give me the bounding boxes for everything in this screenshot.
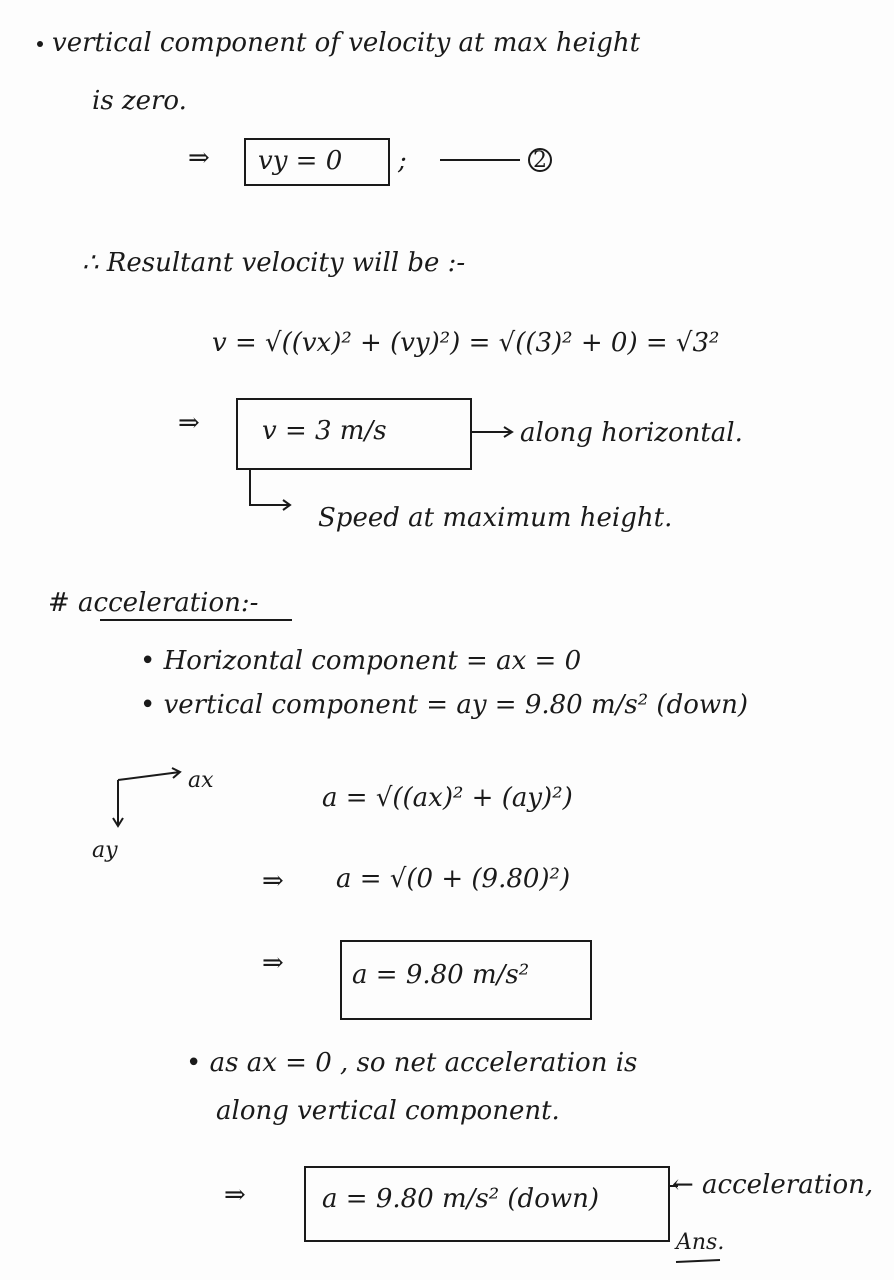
- axis-label-ax: ax: [188, 768, 214, 793]
- bullet-vertical-component-line1: vertical component of velocity at max height: [52, 28, 641, 58]
- ax-axis-arrow-icon: [118, 772, 180, 780]
- implies-arrow-icon: ⇒: [262, 948, 284, 978]
- axis-label-ay: ay: [92, 838, 118, 863]
- acceleration-note-line1: • as ax = 0 , so net acceleration is: [186, 1048, 638, 1078]
- answer-underline: [676, 1260, 720, 1262]
- acceleration-formula: a = √((ax)² + (ay)²): [322, 783, 573, 813]
- bullet-vertical-component-line2: is zero.: [92, 86, 187, 116]
- acceleration-result: a = 9.80 m/s²: [352, 960, 530, 990]
- velocity-direction: along horizontal.: [520, 418, 743, 448]
- speed-note-connector: [250, 468, 290, 505]
- acceleration-substitution: a = √(0 + (9.80)²): [336, 864, 571, 894]
- speed-note: Speed at maximum height.: [318, 503, 673, 533]
- horizontal-component-line: • Horizontal component = ax = 0: [140, 646, 582, 676]
- equation-semicolon: ;: [398, 146, 407, 176]
- equation-number: 2: [533, 148, 547, 173]
- answer-marker: Ans.: [676, 1230, 725, 1255]
- bullet-dot-icon: [37, 41, 43, 47]
- resultant-velocity-heading: ∴ Resultant velocity will be :-: [82, 248, 466, 278]
- vertical-component-line: • vertical component = ay = 9.80 m/s² (down): [140, 690, 749, 720]
- resultant-velocity-formula: v = √((vx)² + (vy)²) = √((3)² + 0) = √3²: [212, 328, 720, 358]
- final-answer: a = 9.80 m/s² (down): [322, 1184, 599, 1214]
- equation-number-circle: [529, 149, 551, 171]
- implies-arrow-icon: ⇒: [178, 408, 200, 438]
- acceleration-note-line2: along vertical component.: [216, 1096, 560, 1126]
- implies-arrow-icon: ⇒: [188, 143, 210, 173]
- velocity-result: v = 3 m/s: [262, 416, 387, 446]
- vy-zero-equation: vy = 0: [258, 146, 343, 176]
- final-answer-label: ← acceleration,: [672, 1170, 874, 1200]
- implies-arrow-icon: ⇒: [224, 1180, 246, 1210]
- acceleration-heading: # acceleration:-: [48, 588, 259, 618]
- implies-arrow-icon: ⇒: [262, 866, 284, 896]
